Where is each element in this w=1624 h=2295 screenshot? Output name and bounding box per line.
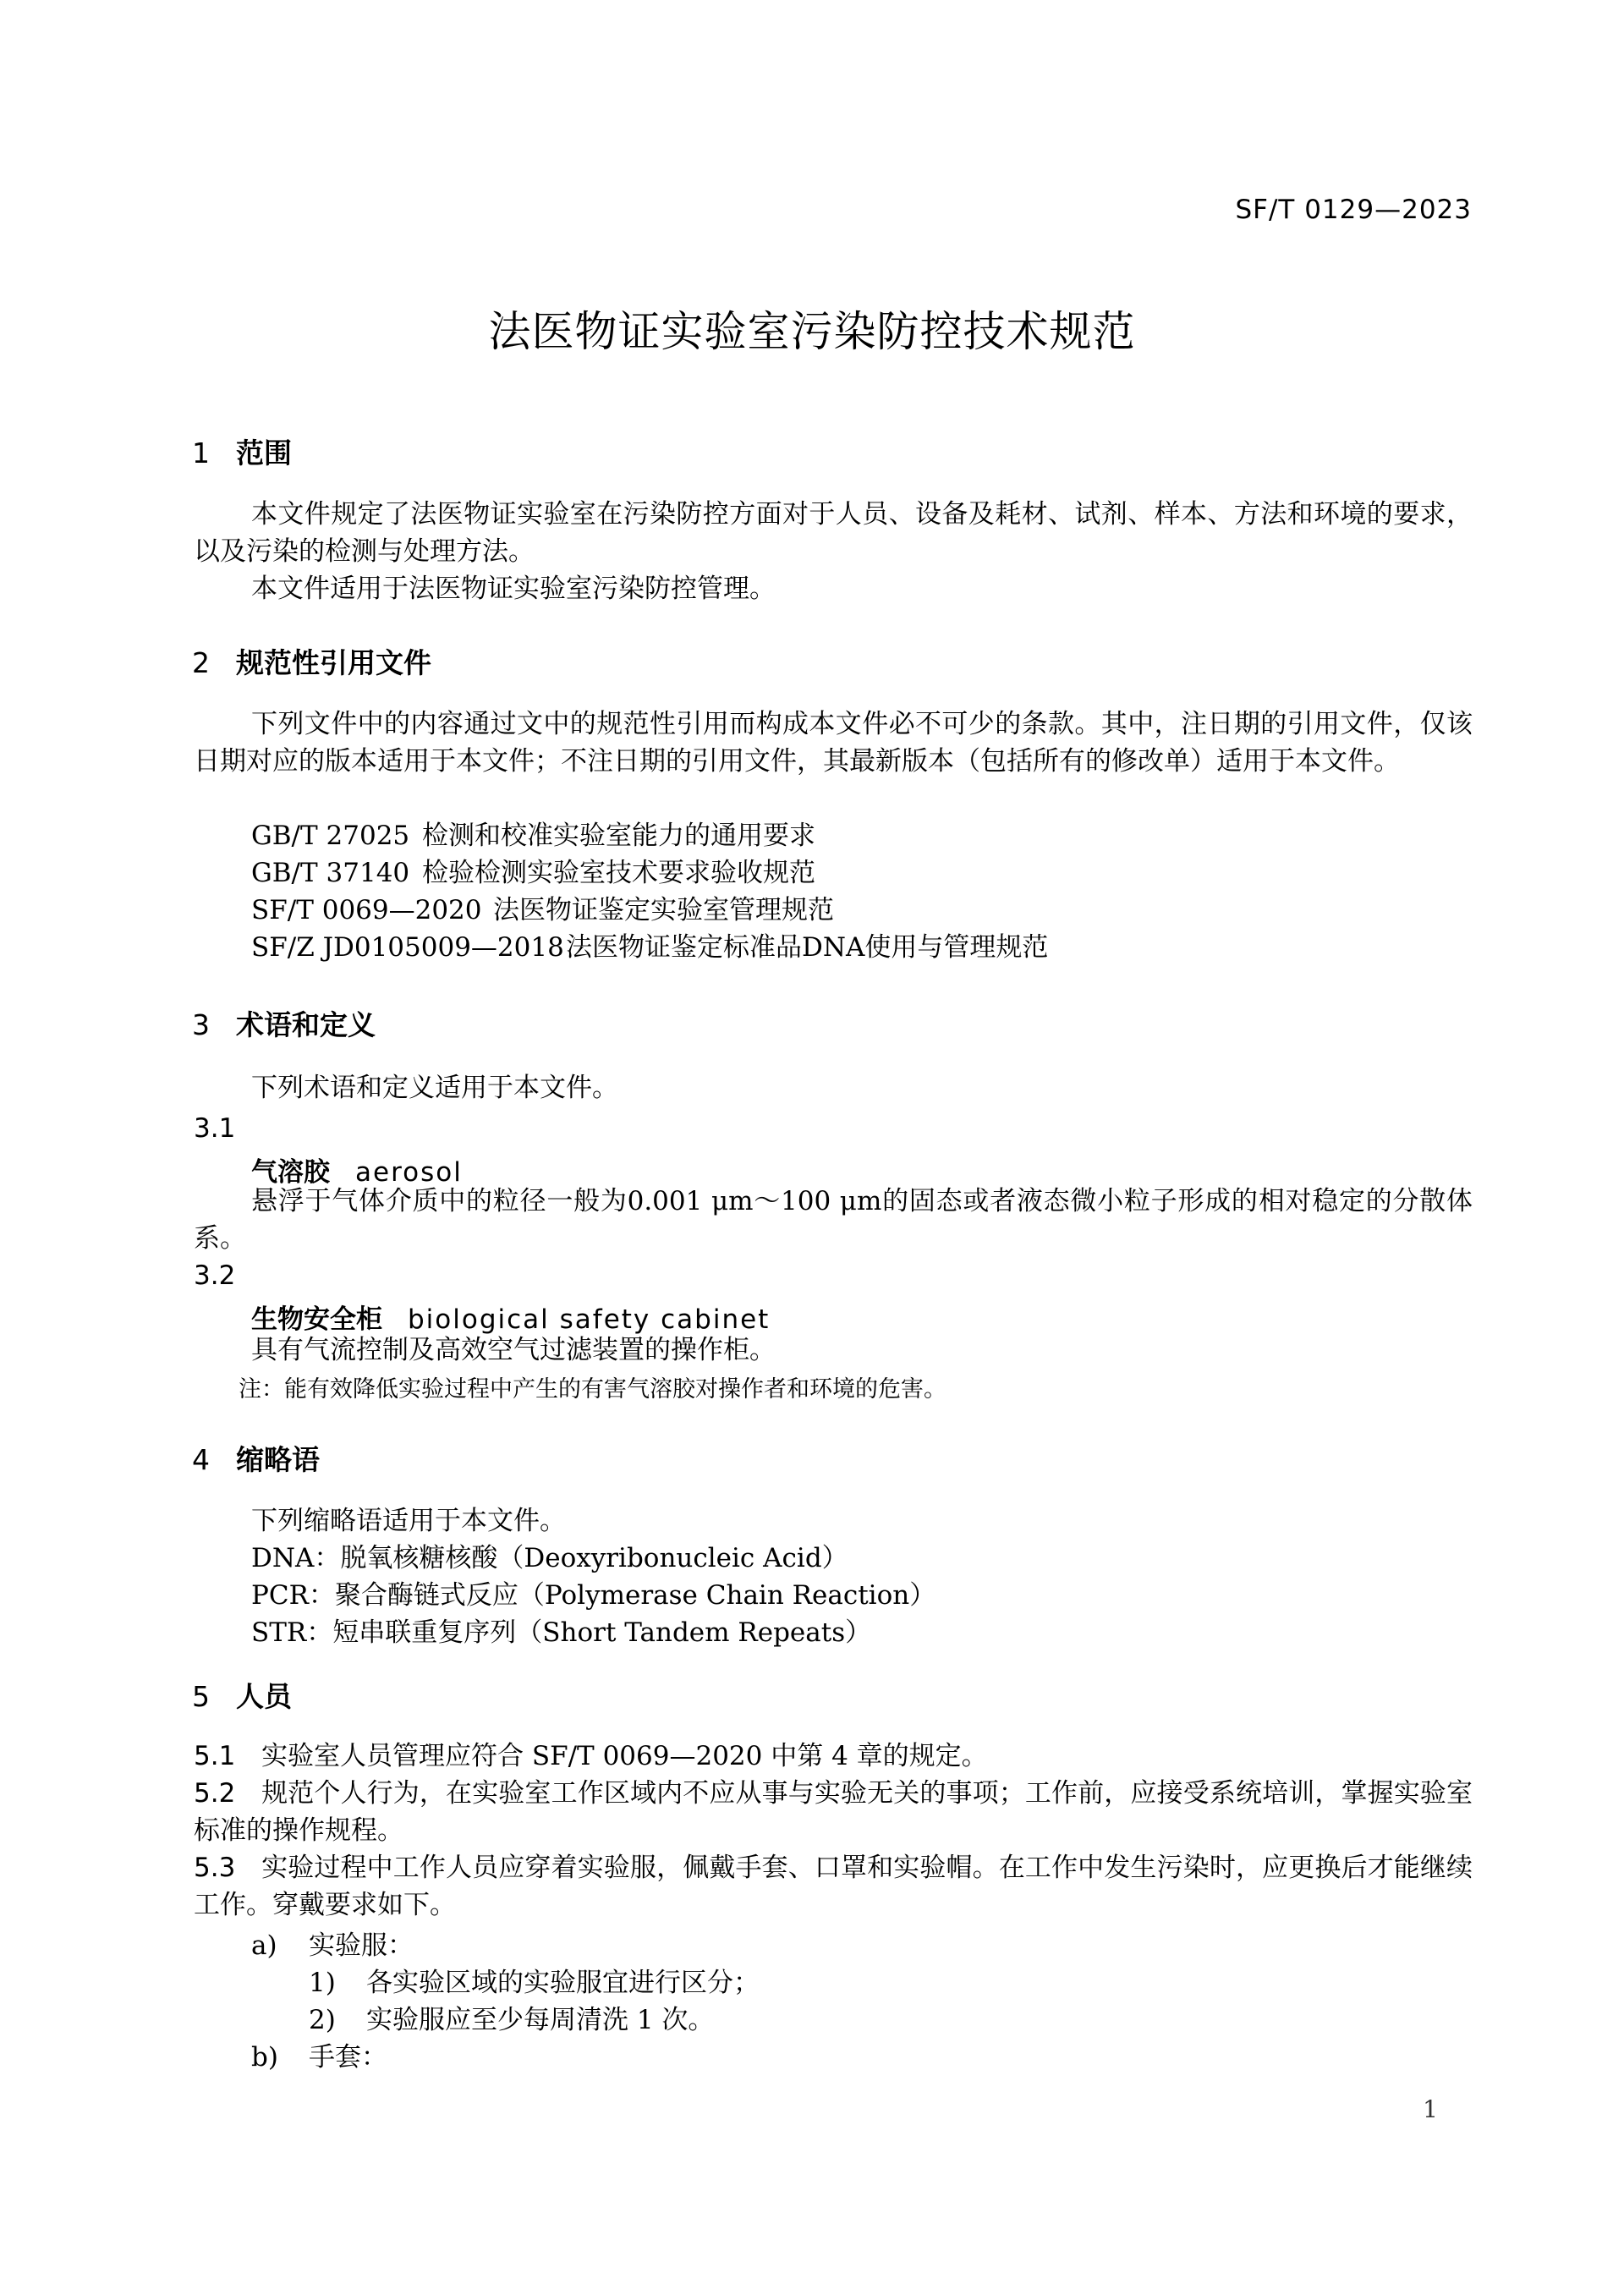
clause-5-3 [194,1849,1473,1924]
section-3-heading [192,1003,376,1043]
section-1-heading [192,431,292,471]
reference-name: 检验检测实验室技术要求验收规范 [422,858,815,888]
document-code-header: SF/T 0129—2023 [1235,195,1472,225]
list-marker: a) [251,1930,277,1961]
section-1-paragraph-2: 本文件适用于法医物证实验室污染防控管理。 [251,574,776,604]
abbreviation-item: STR：短串联重复序列（Short Tandem Repeats） [251,1617,872,1648]
term-name [251,1298,770,1336]
list-text: 实验服应至少每周清洗 1 次。 [366,2005,715,2035]
section-title: 范围 [236,436,292,469]
section-title: 缩略语 [236,1443,320,1476]
page-number: 1 [1423,2095,1438,2123]
section-number: 4 [192,1443,210,1476]
clause-5-2 [194,1775,1473,1849]
list-text: 各实验区域的实验服宜进行区分； [366,1968,760,1998]
section-5-heading [192,1675,292,1715]
list-item-a1 [309,1961,760,1999]
section-title: 人员 [236,1680,292,1713]
reference-name: 法医物证鉴定标准品DNA使用与管理规范 [566,932,1049,963]
clause-text: 规范个人行为，在实验室工作区域内不应从事与实验无关的事项；工作前，应接受系统培训，掌握实验室标准的操作规程。 [194,1778,1473,1846]
list-item-b [251,2035,387,2073]
list-marker: 2) [309,2005,336,2035]
list-marker: b) [251,2042,278,2073]
list-text: 实验服： [309,1930,414,1961]
term-number: 3.2 [194,1260,236,1291]
section-title: 术语和定义 [236,1008,376,1041]
reference-name: 法医物证鉴定实验室管理规范 [493,895,834,925]
section-number: 2 [192,646,210,679]
section-2-paragraph: 下列文件中的内容通过文中的规范性引用而构成本文件必不可少的条款。其中，注日期的引用文件，仅该日期对应的版本适用于本文件；不注日期的引用文件，其最新版本（包括所有的修改单）适用于本文件。 [194,709,1473,777]
term-chinese: 气溶胶 [251,1157,330,1188]
list-item-a2 [309,1998,714,2036]
list-item-a [251,1924,414,1962]
term-note: 注：能有效降低实验过程中产生的有害气溶胶对操作者和环境的危害。 [239,1376,946,1403]
clause-number: 5.1 [194,1741,236,1771]
term-number: 3.1 [194,1113,236,1144]
term-chinese: 生物安全柜 [251,1304,382,1335]
term-definition: 悬浮于气体介质中的粒径一般为0.001 μm～100 μm的固态或者液态微小粒子形成的相对稳定的分散体系。 [194,1186,1473,1254]
list-marker: 1) [309,1968,336,1998]
reference-code: GB/T 37140 [251,858,410,888]
clause-number: 5.3 [194,1853,236,1883]
clause-text: 实验室人员管理应符合 SF/T 0069—2020 中第 4 章的规定。 [261,1741,988,1771]
reference-code: GB/T 27025 [251,821,410,851]
section-4-intro: 下列缩略语适用于本文件。 [251,1506,566,1536]
term-english: aerosol [355,1157,463,1188]
section-4-heading [192,1438,320,1478]
reference-code: SF/T 0069—2020 [251,895,482,925]
section-number: 5 [192,1680,210,1713]
reference-item [251,854,815,892]
clause-5-1 [194,1738,1473,1775]
document-title: 法医物证实验室污染防控技术规范 [488,307,1136,356]
term-english: biological safety cabinet [408,1304,771,1335]
section-2-heading [192,641,431,681]
section-title: 规范性引用文件 [236,646,431,679]
abbreviation-item: DNA：脱氧核糖核酸（Deoxyribonucleic Acid） [251,1543,848,1573]
reference-item [251,817,815,854]
section-1-paragraph-1: 本文件规定了法医物证实验室在污染防控方面对于人员、设备及耗材、试剂、样本、方法和环境的要求，以及污染的检测与处理方法。 [194,499,1473,567]
term-definition: 具有气流控制及高效空气过滤装置的操作柜。 [251,1335,776,1365]
section-number: 3 [192,1008,210,1041]
abbreviation-item: PCR：聚合酶链式反应（Polymerase Chain Reaction） [251,1580,936,1611]
reference-code: SF/Z JD0105009—2018 [251,932,564,963]
reference-name: 检测和校准实验室能力的通用要求 [422,821,815,851]
reference-item [251,929,1048,966]
list-text: 手套： [309,2042,387,2073]
section-number: 1 [192,436,210,469]
clause-number: 5.2 [194,1778,236,1809]
reference-item [251,892,834,929]
section-3-intro: 下列术语和定义适用于本文件。 [251,1073,618,1103]
clause-text: 实验过程中工作人员应穿着实验服，佩戴手套、口罩和实验帽。在工作中发生污染时，应更换后才能继续工作。穿戴要求如下。 [194,1853,1473,1920]
